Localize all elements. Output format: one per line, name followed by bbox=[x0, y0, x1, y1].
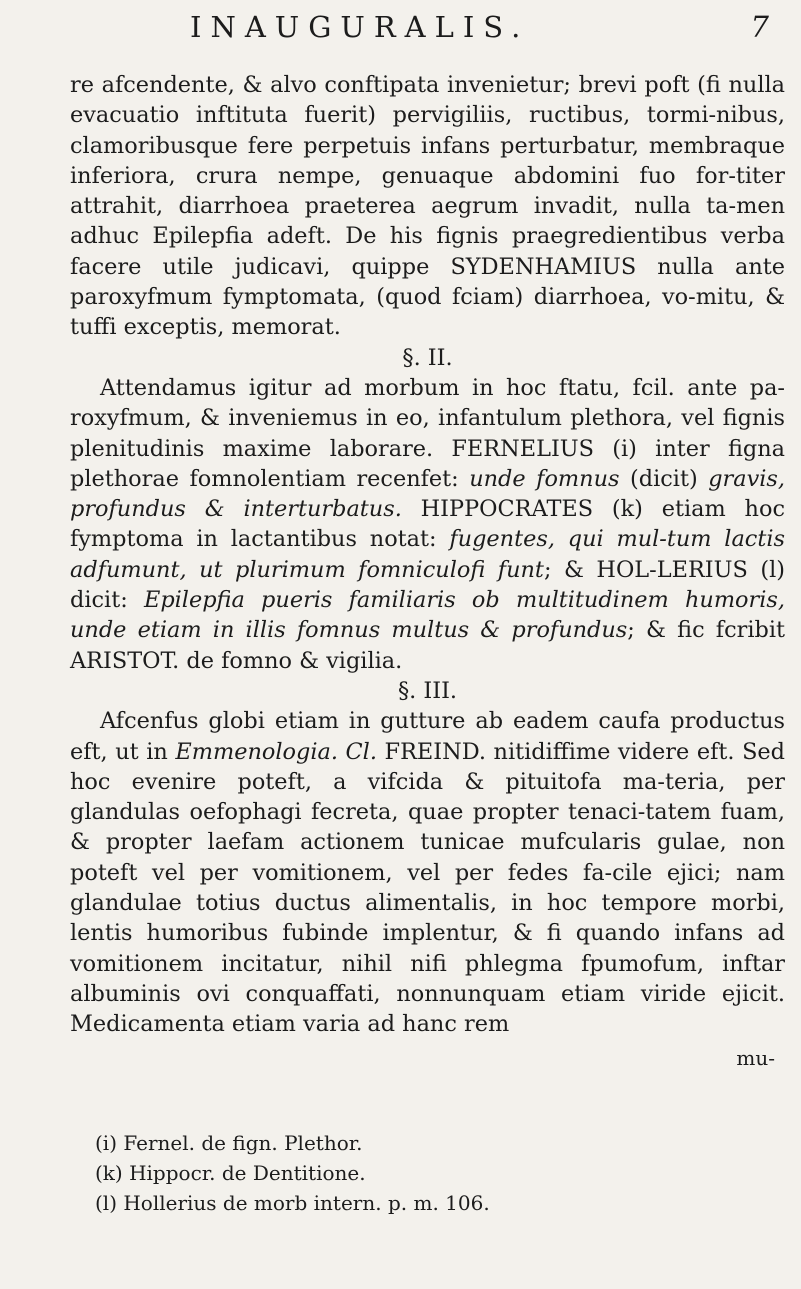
footnote-l: (l) Hollerius de morb intern. p. m. 106. bbox=[95, 1191, 490, 1215]
text-run: ; & fic fcribit ARISTOT. de fomno & vigilia. bbox=[70, 617, 785, 674]
text-run: FREIND. nitidiffime videre eft. Sed hoc evenire poteft, a vifcida & pituitofa ma-teria, per glandulas oefophagi fecreta, quae propter tenaci-tatem fuam, & propter laefam actionem tunicae mufcularis gulae, non poteft vel per vomitionem, vel per fedes fa-cile ejici; nam glandulae totius ductus alimentalis, in hoc tempore morbi, lentis humoribus fubinde implentur, & fi quando infans ad vomitionem incitatur, nihil nifi phlegma fpumofum, inftar albuminis ovi conquaffati, nonnunquam etiam viride ejicit. Medicamenta etiam varia ad hanc rem bbox=[70, 738, 785, 1038]
text-run: (dicit) bbox=[619, 465, 709, 492]
italic-run: gravis, profundus & interturbatus. bbox=[70, 465, 786, 523]
paragraph-2 bbox=[70, 373, 785, 676]
text-run: Attendamus igitur ad morbum in hoc ftatu, fcil. ante pa-roxyfmum, & inveniemus in eo, infantulum plethora, vel fignis plenitudinis maxime laborare. FERNELIUS (i) inter figna plethorae fomnolentiam recenfet: bbox=[70, 374, 785, 492]
section-heading-3: §. III. bbox=[397, 677, 458, 704]
main-text bbox=[70, 70, 785, 1040]
italic-run: fugentes, qui mul-tum lactis adfumunt, ut plurimum fomniculofi funt bbox=[70, 526, 785, 583]
text-run: Afcenfus globi etiam in gutture ab eadem caufa productus eft, ut in bbox=[70, 708, 785, 765]
text-run: ; & HOL-LERIUS (l) dicit: bbox=[70, 556, 786, 614]
running-head bbox=[190, 10, 790, 50]
italic-run: unde fomnus bbox=[469, 465, 620, 492]
footnote-k: (k) Hippocr. de Dentitione. bbox=[95, 1161, 366, 1185]
running-title: INAUGURALIS. bbox=[190, 10, 530, 44]
footnotes bbox=[95, 1128, 775, 1218]
italic-run: Epilepfia pueris familiaris ob multitudinem humoris, unde etiam in illis fomnus multus & profundus bbox=[70, 587, 785, 644]
paragraph-3 bbox=[70, 706, 785, 1039]
paragraph-1: re afcendente, & alvo conftipata invenietur; brevi poft (fi nulla evacuatio inftituta fuerit) pervigiliis, ructibus, tormi-nibus, clamoribusque fere perpetuis infans perturbatur, membraque inferiora, crura nempe, genuaque abdomini fuo for-titer attrahit, diarrhoea praeterea aegrum invadit, nulla ta-men adhuc Epilepfia adeft. De his fignis praegredientibus verba facere utile judicavi, quippe SYDENHAMIUS nulla ante paroxyfmum fymptomata, (quod fciam) diarrhoea, vo-mitu, & tuffi exceptis, memorat. bbox=[70, 72, 785, 341]
text-run: HIPPOCRATES (k) etiam hoc fymptoma in lactantibus notat: bbox=[70, 496, 785, 553]
section-heading-2: §. II. bbox=[402, 344, 453, 371]
catchword: mu- bbox=[736, 1046, 775, 1070]
italic-run: Emmenologia. Cl. bbox=[175, 738, 377, 765]
page-number: 7 bbox=[750, 10, 778, 44]
footnote-i: (i) Fernel. de fign. Plethor. bbox=[95, 1131, 363, 1155]
